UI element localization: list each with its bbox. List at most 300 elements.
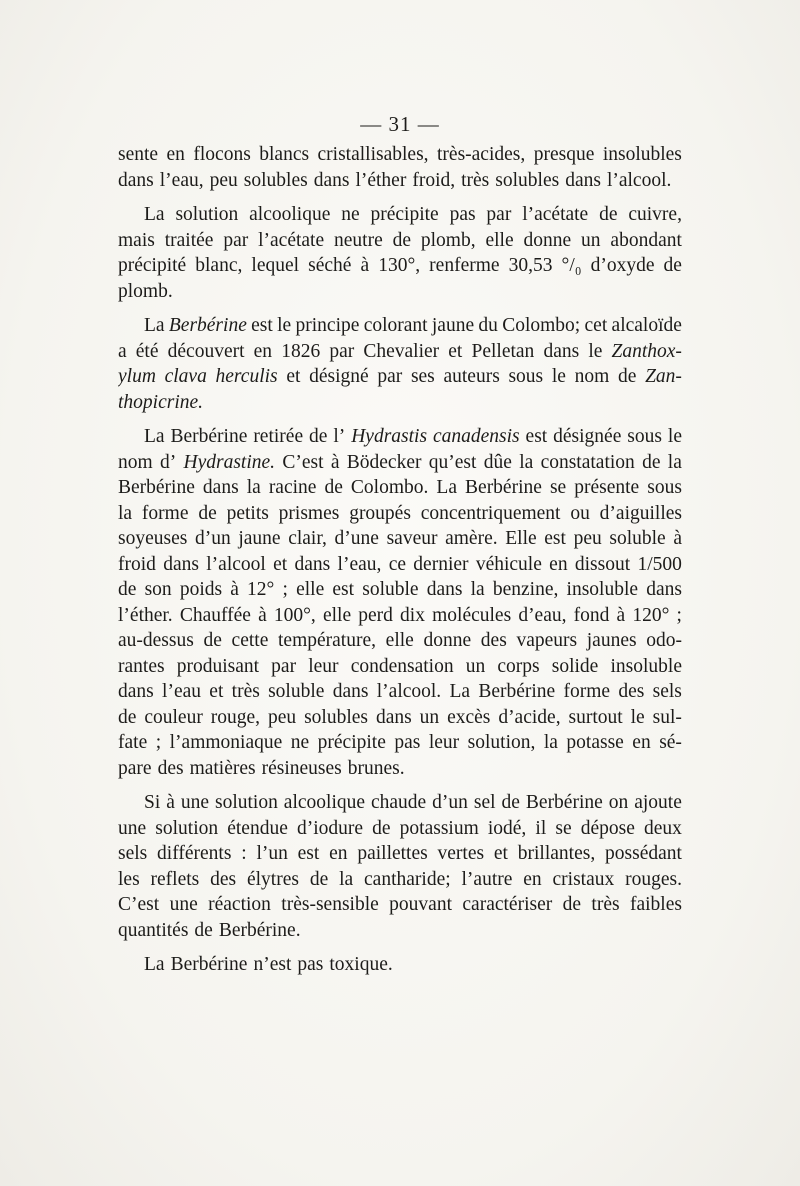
word: alcoolique [249,204,331,225]
word: C’est [118,894,160,915]
paragraph [118,313,682,415]
word: des [157,757,184,779]
word: elle [385,630,414,651]
word: cristaux [552,868,615,890]
word: Berbérine [465,477,542,498]
word: blancs [259,144,310,165]
text-line [118,730,682,756]
word: dernier [413,553,469,575]
word: de [642,451,661,473]
word: possédant [605,843,682,864]
word: et [493,843,508,864]
word: auteurs [443,366,500,387]
word: précipite [370,204,439,225]
word: 1/500 [637,553,682,575]
word: racine [268,477,317,498]
text-line [118,679,682,705]
word: Berbérine. [218,919,301,941]
word: odo- [646,630,682,651]
word: pas [297,954,324,975]
word: principe [295,315,360,336]
word: précipite [317,732,386,753]
word: C’est [282,451,324,473]
word: de [562,894,582,915]
word: en [632,732,651,753]
word: en [253,340,273,362]
word: groupés [349,502,411,524]
word: l’un [256,843,288,864]
word: forme [141,502,189,524]
word: l’autre [461,868,513,890]
word: 100°, [273,604,316,626]
word: par [329,340,355,362]
word: solubles [495,169,560,191]
word: présente [574,477,640,498]
word: en [166,144,185,165]
word: flocons [193,144,251,165]
word: soyeuses [118,528,188,549]
word: se [549,477,567,498]
word: séché [308,255,352,276]
word: pas [394,732,421,753]
word: ne [290,732,310,753]
word: dix [400,604,425,626]
word: solution [155,817,219,839]
word: peu [573,528,602,549]
word: par [223,229,249,251]
paragraph [118,790,682,943]
text-line [118,424,682,450]
word: rouge, [210,706,261,728]
word: la [543,732,558,753]
word: n’est [253,954,292,975]
word: d’aiguilles [599,502,682,524]
text-line [118,628,682,654]
word: le [667,426,682,447]
word: brillantes, [517,843,596,864]
word: d’iodure [296,817,364,839]
word: fond [573,604,610,626]
word: véhicule [475,553,542,575]
word: La [144,204,165,225]
word: pare [118,757,152,779]
text-line [118,364,682,390]
word: chaude [370,792,427,813]
word: excès [447,706,491,728]
word: solide [551,655,599,677]
word: Chevalier [363,340,440,362]
word: Berbérine [525,792,603,813]
word: La [144,426,165,447]
word: de [309,868,329,890]
word: sel [473,792,496,813]
text-line [118,654,682,680]
word: ; [282,579,288,600]
word: ou [570,502,590,524]
word: de [392,229,412,251]
word: dans [646,579,682,600]
word: concentriquement [420,502,561,524]
word: Berbérine [118,477,195,498]
word: très-sensible [281,894,379,915]
word: prismes [278,502,340,524]
word: l’alcool. [606,169,672,191]
word: : [241,843,247,864]
word: Berbérine [170,954,248,975]
word: retirée [253,426,304,447]
text-line [118,952,682,978]
word: ; [155,732,162,753]
word: canadensis [432,426,520,447]
word: dans [118,681,154,702]
word: forme [563,681,611,702]
word: l’éther [355,169,407,191]
word: °/₀ [561,255,582,276]
word: produisant [176,655,260,677]
word: découvert [167,340,245,362]
word: l’acétate [258,229,325,251]
word: ; [676,604,682,626]
word: cet [584,315,608,336]
word: rantes [118,655,165,677]
word: froid, [412,169,456,191]
word: Hydrastine. [183,451,276,473]
text-line [118,841,682,867]
word: 130°, [378,255,421,276]
word: son [144,579,172,600]
word: leur [308,655,339,677]
word: Berbérine [478,681,556,702]
word: la [667,451,682,473]
word: Hydrastis [351,426,428,447]
word: couleur [144,706,203,728]
word: le [551,366,566,387]
word: neutre [334,229,383,251]
word: l’ammoniaque [169,732,283,753]
word: l’eau [162,681,202,702]
word: elle [485,229,514,251]
word: solution, [467,732,536,753]
word: perd [358,604,393,626]
word: constatation [540,451,635,473]
word: Colombo. [350,477,429,498]
word: une [169,894,198,915]
word: cantharide; [364,868,451,890]
word: et [448,340,463,362]
word: dissout [574,553,631,575]
word: d’un [432,792,468,813]
word: d’eau, [518,604,567,626]
word: jaunes [586,630,637,651]
word: des [480,630,507,651]
word: plomb. [118,280,173,302]
word: dans [543,340,580,362]
word: un [419,706,440,728]
word: par [271,655,297,677]
word: insoluble [566,579,639,600]
word: dans [375,706,412,728]
word: est [297,843,320,864]
word: 120° [632,604,670,626]
word: d’ [159,451,177,473]
word: l’acétate [522,204,589,225]
word: La [449,681,471,702]
word: reflets [150,868,200,890]
word: thopicrine. [118,391,204,413]
word: de [372,817,391,839]
word: alcoolique [283,792,366,813]
word: potassium [399,817,479,839]
word: très [231,681,260,702]
word: soluble [268,681,325,702]
word: abondant [610,229,682,251]
word: à [166,792,175,813]
word: d’oxyde [590,255,655,276]
word: Zan- [645,366,682,387]
word: la [519,451,534,473]
text-line [118,142,682,168]
word: très [591,894,620,915]
word: ses [410,366,435,387]
word: solution [214,792,278,813]
word: dûe [483,451,512,473]
word: désigné [309,366,369,387]
word: par [377,366,403,387]
word: poids [179,579,223,600]
text-line [118,867,682,893]
word: herculis [215,366,278,387]
body-text [118,142,682,987]
word: du [478,315,498,336]
word: de [309,426,328,447]
word: l’ [333,426,346,447]
word: réaction [208,894,271,915]
word: lequel [251,255,300,276]
text-line [118,228,682,254]
word: matières [189,757,256,779]
word: dans [332,681,369,702]
word: en [523,868,542,890]
word: cristallisables, [317,144,429,165]
word: peu [267,706,297,728]
word: caractériser [462,894,553,915]
paragraph [118,424,682,781]
word: dépose [580,817,635,839]
word: en [549,553,568,575]
text-line [118,339,682,365]
word: petits [226,502,269,524]
word: paillettes [357,843,428,864]
word: en [329,843,348,864]
word: d’un [194,528,231,549]
word: elle [296,579,325,600]
word: est [544,528,566,549]
word: Colombo; [502,315,581,336]
word: de [663,255,682,276]
word: l’éther. [118,604,173,626]
text-line [118,577,682,603]
text-line [118,202,682,228]
word: Bödecker [346,451,422,473]
word: Elle [505,528,537,549]
word: vapeurs [516,630,578,651]
word: à [258,604,267,626]
word: l’alcool [206,553,266,575]
word: qu’est [428,451,477,473]
word: insolubles [602,144,682,165]
word: l’alcool. [376,681,442,702]
page-number: — 31 — [360,112,440,136]
word: Si [144,792,161,813]
word: été [135,340,159,362]
word: très-acides, [437,144,526,165]
word: leur [428,732,460,753]
word: jaune [431,315,475,336]
word: les [118,868,140,890]
word: la [118,502,133,524]
word: faibles [629,894,682,915]
word: dans [202,477,239,498]
text-line [118,705,682,731]
word: quantités [118,919,189,941]
word: ajoute [634,792,682,813]
word: désignée [553,426,622,447]
word: l’eau, [159,169,204,191]
word: La [436,477,457,498]
word: mais [118,229,155,251]
text-line [118,501,682,527]
word: et [209,681,224,702]
word: ylum [118,366,156,387]
word: cuivre, [628,204,682,225]
word: nom [118,451,153,473]
word: sous [508,366,544,387]
word: différents [157,843,232,864]
text-line [118,450,682,476]
word: alcaloïde [611,315,682,336]
word: peu [209,169,238,191]
word: est [525,426,548,447]
word: le [277,315,292,336]
word: de [203,630,222,651]
word: d’une [334,528,379,549]
word: soluble [362,579,419,600]
word: le [630,706,645,728]
word: blanc, [195,255,243,276]
word: clava [164,366,207,387]
word: soluble [609,528,666,549]
word: de [194,919,213,941]
text-line [118,253,682,279]
word: de [324,477,343,498]
word: de [118,579,137,600]
word: molécules [432,604,512,626]
word: sente [118,144,159,165]
word: solubles [243,169,308,191]
word: pas [449,204,476,225]
word: il [535,817,547,839]
word: condensation [350,655,454,677]
word: sul- [652,706,682,728]
word: température, [278,630,377,651]
word: solubles [304,706,368,728]
word: presque [533,144,595,165]
word: des [618,681,645,702]
word: La [144,954,165,975]
word: est [251,315,273,336]
word: le [588,340,603,362]
word: par [486,204,512,225]
word: d’acide, [498,706,561,728]
word: très [461,169,490,191]
word: et [286,366,301,387]
word: un [465,655,486,677]
text-line [118,603,682,629]
paragraph [118,202,682,304]
word: vertes [437,843,485,864]
word: de [501,792,520,813]
word: est [332,579,355,600]
word: dans [163,553,199,575]
text-line [118,790,682,816]
word: précipité [118,255,187,276]
word: brunes. [347,757,405,779]
word: des [210,868,237,890]
word: la [470,579,485,600]
word: traitée [164,229,214,251]
word: insoluble [610,655,682,677]
paragraph [118,142,682,193]
word: dans [118,169,154,191]
word: se [555,817,572,839]
word: clair, [288,528,327,549]
word: à [673,528,682,549]
text-line [118,279,682,305]
word: ce [388,553,406,575]
word: saveur [386,528,438,549]
word: corps [497,655,540,677]
word: Berbérine [170,426,248,447]
word: sels [652,681,682,702]
word: 30,53 [508,255,553,276]
word: donne [523,229,572,251]
word: sous [627,426,662,447]
word: une [180,792,210,813]
word: potasse [566,732,624,753]
word: La [144,315,165,336]
word: Chauffée [179,604,251,626]
word: à [616,604,626,626]
word: deux [644,817,682,839]
word: de [198,502,217,524]
word: Berbérine [168,315,247,336]
word: à [230,579,239,600]
word: froid [118,553,156,575]
word: dans [294,553,331,575]
word: sels [118,843,148,864]
text-line [118,816,682,842]
text-line [118,526,682,552]
word: 12° [247,579,275,600]
text-line [118,168,682,194]
text-line [118,552,682,578]
word: dans [426,579,463,600]
word: de [617,366,637,387]
word: sé- [659,732,682,753]
text-line [118,313,682,339]
text-line [118,892,682,918]
word: Zanthox- [611,340,682,362]
